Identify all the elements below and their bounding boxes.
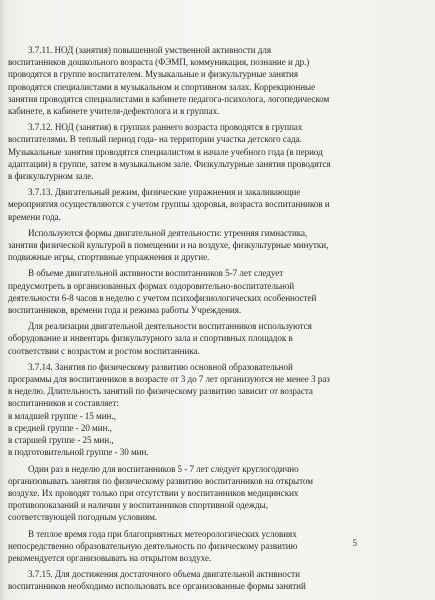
text-line: 3.7.13. Двигательный режим, физические упражнения и закаливающие (28, 187, 301, 198)
text-line: 3.7.15. Для достижения достаточного объема двигательной активности (28, 569, 300, 580)
text-line: Для реализации двигательной деятельности воспитанников используются (28, 321, 312, 332)
text-line: 3.7.14. Занятия по физическому развитию основной образовательной (28, 361, 293, 372)
text-line: воздухе. Их проводят только при отсутствии у воспитанников медицинских (8, 487, 299, 498)
text-line: 3.7.11. НОД (занятия) повышенной умственной активности для (28, 45, 272, 55)
document-body (8, 44, 358, 593)
text-line: Один раз в неделю для воспитанников 5 - 7 лет следует круглогодично (28, 463, 299, 474)
list-item: в младшей группе - 15 мин., (8, 410, 116, 421)
text-line: программы для воспитанников в возрасте от 3 до 7 лет организуются не менее 3 раз (8, 374, 330, 385)
text-line: соответствии с возрастом и ростом воспитанника. (8, 345, 200, 356)
text-line: Музыкальные занятия проводятся специалистом в начале учебного года (в период (8, 146, 323, 157)
text-line: рекомендуется организовывать на открытом воздухе. (8, 552, 212, 563)
text-line: В объеме двигательной активности воспитанников 5-7 лет следует (28, 268, 284, 279)
text-line: воспитанников, времени года и режима работы Учреждения. (8, 305, 242, 316)
text-line: проводятся в группе воспитателем. Музыкальные и физкультурные занятия (8, 69, 298, 80)
text-line: деятельности 6-8 часов в неделю с учетом психофизиологических особенностей (8, 292, 317, 303)
text-line: предусмотреть в организованных формах оздоровительно-воспитательной (8, 280, 295, 291)
text-line: соответствующей погодным условиям. (8, 512, 158, 523)
text-line: подвижные игры, спортивные упражнения и другие. (8, 252, 210, 263)
text-line: занятия физической культурой в помещении и на воздухе, физкультурные минутки, (8, 240, 329, 251)
text-line: оборудование и инвентарь физкультурного зала и спортивных площадок в (8, 333, 293, 344)
text-line: проводятся специалистами в музыкальном и спортивном залах. Коррекционные (8, 81, 316, 92)
text-line: воспитанников и составляет: (8, 398, 119, 409)
list-item: в старшей группе - 25 мин., (8, 435, 114, 446)
list-item: в средней группе - 20 мин., (8, 422, 112, 433)
list-item: в подготовительной группе - 30 мин. (8, 447, 149, 458)
text-line: В теплое время года при благоприятных метеорологических условиях (28, 528, 297, 539)
text-line: противопоказаний и наличии у воспитанников спортивной одежды, (8, 500, 268, 511)
text-line: организовывать занятия по физическому развитию воспитанников на открытом (8, 475, 313, 486)
text-line: воспитанников дошкольного возраста (ФЭМП, коммуникация, познание и др.) (8, 57, 310, 68)
text-line: 3.7.12. НОД (занятия) в группах раннего возраста проводятся в группах (28, 122, 303, 133)
text-line: воспитанников необходимо использовать все организованные формы занятий (8, 581, 306, 592)
page-number: 5 (352, 538, 357, 548)
scan-edge-shadow (0, 0, 6, 600)
text-line: мероприятия осуществляются с учетом группы здоровья, возраста воспитанников и (8, 199, 330, 210)
text-line: воспитателями. В теплый период года- на территории участка детского сада. (8, 134, 302, 145)
text-line: занятия проводятся специалистами в кабинете педагога-психолога, логопедическом (8, 93, 330, 104)
text-line: непосредственно образовательную деятельность по физическому развитию (8, 540, 298, 551)
text-line: в неделю. Длительность занятий по физическому развитию зависит от возраста (8, 386, 313, 397)
text-line: в физкультурном зале. (8, 171, 94, 182)
text-line: Используются формы двигательной деятельности: утренняя гимнастика, (28, 227, 308, 238)
text-line: времени года. (8, 211, 61, 222)
text-line: кабинете, в кабинете учителя-дефектолога и в группах. (8, 106, 220, 117)
text-line: адаптации) в группе, затем в музыкальном зале. Физкультурные занятия проводятся (8, 158, 331, 169)
